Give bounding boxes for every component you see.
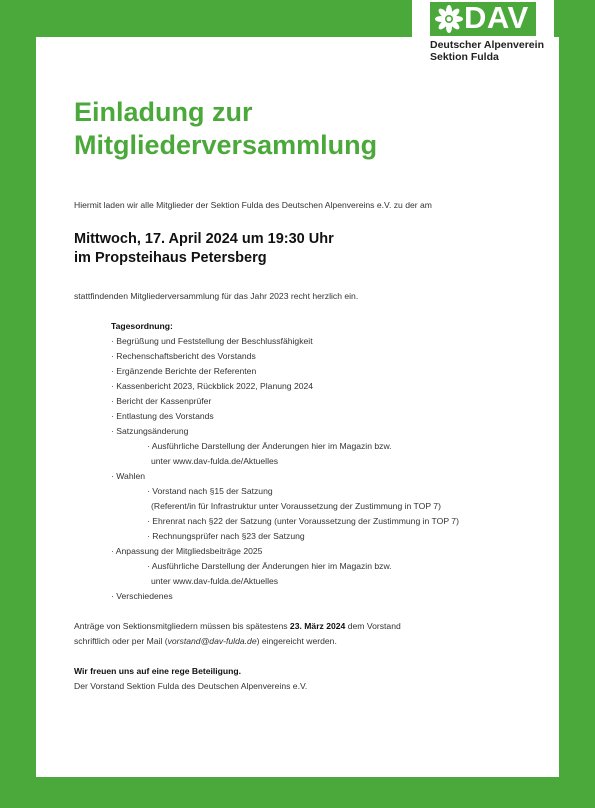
motions-line-1 [74,620,401,632]
title-line-2: Mitgliederversammlung [74,130,378,160]
agenda-item: · Begrüßung und Feststellung der Beschlussfähigkeit [111,336,313,346]
motions-line2-end: ) eingereicht werden. [256,636,337,646]
title-line-1: Einladung zur [74,97,253,127]
agenda-heading: Tagesordnung: [111,321,173,331]
motions-line2-text: schriftlich oder per Mail ( [74,636,168,646]
agenda [111,319,459,604]
event-date: Mittwoch, 17. April 2024 um 19:30 Uhr [74,231,334,247]
motions-text-end: dem Vorstand [345,621,401,631]
agenda-item: · Vorstand nach §15 der Satzung [147,486,273,496]
agenda-item: · Entlastung des Vorstands [111,411,214,421]
motions-text: Anträge von Sektionsmitgliedern müssen bis spätestens [74,621,290,631]
agenda-item: · Ehrenrat nach §22 der Satzung (unter Voraussetzung der Zustimmung in TOP 7) [147,516,459,526]
page-title [74,96,377,162]
agenda-item: · Ergänzende Berichte der Referenten [111,366,257,376]
agenda-item: · Wahlen [111,471,146,481]
agenda-item: · Verschiedenes [111,591,173,601]
section-name: Sektion Fulda [430,51,499,63]
org-name: Deutscher Alpenverein [430,39,544,51]
agenda-item: · Rechenschaftsbericht des Vorstands [111,351,256,361]
closing-text: Wir freuen uns auf eine rege Beteiligung. [74,666,242,676]
logo-brand-text: DAV [464,0,529,35]
agenda-item: unter www.dav-fulda.de/Aktuelles [151,456,279,466]
agenda-item: · Satzungsänderung [111,426,189,436]
edelweiss-icon [434,4,464,34]
event-place: im Propsteihaus Petersberg [74,250,267,266]
event-details [74,230,334,268]
agenda-item: · Ausführliche Darstellung der Änderungen hier im Magazin bzw. [147,561,392,571]
motions-deadline: 23. März 2024 [289,621,346,631]
agenda-item: unter www.dav-fulda.de/Aktuelles [151,576,279,586]
agenda-item: (Referent/in für Infrastruktur unter Voraussetzung der Zustimmung in TOP 7) [151,501,441,511]
agenda-item: · Rechnungsprüfer nach §23 der Satzung [147,531,305,541]
agenda-item: · Kassenbericht 2023, Rückblick 2022, Planung 2024 [111,381,314,391]
agenda-item: · Anpassung der Mitgliedsbeiträge 2025 [111,546,263,556]
agenda-list [111,334,459,604]
motions-line-2 [74,635,337,647]
email-link[interactable]: vorstand@dav-fulda.de [167,636,257,646]
agenda-item: · Bericht der Kassenprüfer [111,396,212,406]
intro-text: Hiermit laden wir alle Mitglieder der Sektion Fulda des Deutschen Alpenvereins e.V. zu der am [74,200,432,210]
intro-end-text: stattfindenden Mitgliederversammlung für das Jahr 2023 recht herzlich ein. [74,291,359,301]
signature-text: Der Vorstand Sektion Fulda des Deutschen Alpenvereins e.V. [74,681,308,691]
agenda-item: · Ausführliche Darstellung der Änderungen hier im Magazin bzw. [147,441,392,451]
